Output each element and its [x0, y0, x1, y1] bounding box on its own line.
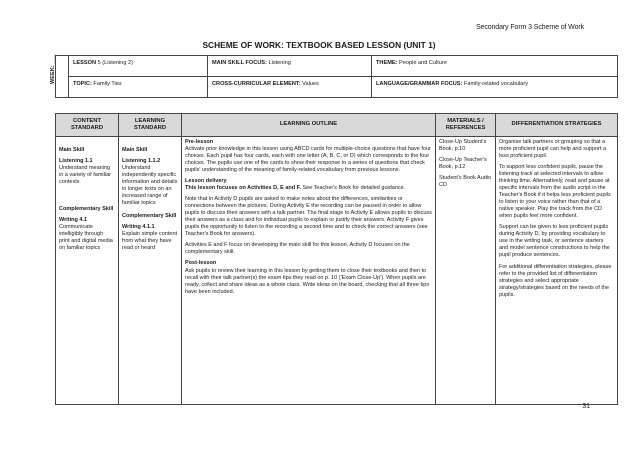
- language-grammar-value: Family-related vocabulary: [463, 81, 528, 87]
- week-label: WEEK:___: [50, 54, 57, 84]
- header-content-standard: CONTENT STANDARD: [56, 114, 119, 137]
- pre-lesson-title: Pre-lesson: [185, 139, 214, 145]
- main-skill-cell: [208, 56, 372, 77]
- language-grammar-label: LANGUAGE/GRAMMAR FOCUS:: [376, 81, 463, 87]
- document-title: SCHEME OF WORK: TEXTBOOK BASED LESSON (UNIT 1): [202, 40, 436, 50]
- pre-lesson-text: Activate prior knowledge in this lesson using ABCD cards for multiple-choice questions that have four choices. Each pupil has four cards, each with one letter (A, B, C, or D) which corresponds to the four choices. The pupils use one of the cards to show their response to a series of questions that check pupils' understanding of the meaning of family-related vocabulary from previous lessons.: [185, 146, 431, 174]
- material-item: Student's Book Audio CD: [439, 175, 492, 189]
- content-standard-code: Listening 1.1: [59, 158, 93, 165]
- cross-curricular-label: CROSS-CURRICULAR ELEMENT:: [212, 81, 301, 87]
- lesson-meta-table: [50, 54, 618, 98]
- lesson-delivery-focus: This lesson focuses on Activities D, E and F. See Teacher's Book for detailed guidance.: [185, 185, 406, 192]
- learning-outline-cell: [182, 137, 436, 405]
- learning-standard-text: Understand independently specific information and details in longer texts on an increased range of familiar topics: [122, 165, 178, 207]
- topic-cell: [69, 77, 208, 98]
- learning-standard-text-2: Explain simple content from what they have read or heard: [122, 231, 178, 252]
- header-differentiation: DIFFERENTIATION STRATEGIES: [496, 114, 618, 137]
- lesson-delivery-text-2: Activities E and F focus on developing the main skill for this lesson. Activity D focuses on the complementary skill.: [185, 242, 410, 256]
- lesson-delivery-title: Lesson delivery: [185, 178, 227, 185]
- header-materials: MATERIALS / REFERENCES: [436, 114, 496, 137]
- page-header: Secondary Form 3 Scheme of Work: [475, 24, 584, 31]
- week-cell: [50, 54, 69, 98]
- topic-value: Family Ties: [93, 81, 122, 87]
- materials-cell: [436, 137, 496, 405]
- header-learning-standard: LEARNING STANDARD: [119, 114, 182, 137]
- complementary-skill-title: Complementary Skill: [59, 206, 114, 213]
- main-skill-value: Listening: [268, 60, 291, 66]
- differentiation-item: Support can be given to less proficient pupils during Activity D, by providing vocabulary to use in the writing task, or sentence starters and model sentence constructions to help the pupil produce sentences.: [499, 224, 610, 259]
- lesson-cell: [69, 56, 208, 77]
- theme-value: People and Culture: [399, 60, 447, 66]
- cross-curricular-value: Values: [302, 81, 319, 87]
- lesson-plan-table: [55, 113, 618, 405]
- post-lesson-text: Ask pupils to review their learning in this lesson by getting them to close their textbooks and then to recall with their talk partner(s) the exam tips they read on p. 10 ('Exam Close-Up'). When pupils are ready, collect and share ideas as a whole class. Write ideas on the board, checking that all three tips have been included.: [185, 267, 430, 295]
- material-item: Close-Up Student's Book, p.10: [439, 139, 487, 153]
- differentiation-item: To support less confident pupils, pause the listening track at selected intervals to allow thinking time. Alternatively, read and pause at specific intervals from the audio script in the Teacher's Book if it helps less proficient pupils to listen to your voice rather than that of a native speaker. Play the track from the CD when pupils feel more confident.: [499, 164, 611, 220]
- content-standard-text: Understand meaning in a variety of familiar contexts: [59, 165, 111, 186]
- learning-standard-cell: [119, 137, 182, 405]
- main-skill-title: Main Skill: [122, 147, 148, 153]
- topic-label: TOPIC:: [73, 81, 92, 87]
- learning-standard-code-2: Writing 4.1.1: [122, 224, 155, 231]
- main-skill-title: Main Skill: [59, 147, 85, 153]
- content-standard-text-2: Communicate intelligibly through print and digital media on familiar topics: [59, 224, 113, 252]
- lesson-delivery-text: Note that in Activity D pupils are asked to make notes about the differences, similarities or connections between the pictures. During Activity E the recording can be paused in order to allow pupils to discuss their answers with a talk partner. The final stage to Activity E allows pupils to discuss their answers as a class and for individual pupils to explain or justify their answers. Activity F gives pupils the opportunity to listen to the recording a second time and to check the correct answers (see Teacher's Book for answers).: [185, 196, 432, 238]
- cross-curricular-cell: [208, 77, 372, 98]
- lesson-label: LESSON: [73, 60, 97, 66]
- learning-standard-code: Listening 1.1.2: [122, 158, 161, 165]
- content-standard-code-2: Writing 4.1: [59, 217, 88, 224]
- differentiation-cell: [496, 137, 618, 405]
- complementary-skill-title: Complementary Skill: [122, 213, 177, 220]
- page-number: 31: [582, 403, 590, 410]
- differentiation-item: For additional differentiation strategies, please refer to the provided list of differentiation strategies and select appropriate strategy/strategies based on the needs of the pupils.: [499, 263, 612, 298]
- theme-label: THEME:: [376, 60, 398, 66]
- header-learning-outline: LEARNING OUTLINE: [182, 114, 436, 137]
- content-standard-cell: [56, 137, 119, 405]
- material-item: Close-Up Teacher's Book, p.12: [439, 157, 487, 171]
- language-grammar-cell: [372, 77, 618, 98]
- theme-cell: [372, 56, 618, 77]
- main-skill-label: MAIN SKILL FOCUS:: [212, 60, 267, 66]
- differentiation-item: Organise talk partners or grouping so that a more proficient pupil can help and support a less proficient pupil.: [499, 139, 607, 160]
- post-lesson-title: Post-lesson: [185, 260, 217, 267]
- lesson-value: 5 (Listening 2): [97, 60, 134, 66]
